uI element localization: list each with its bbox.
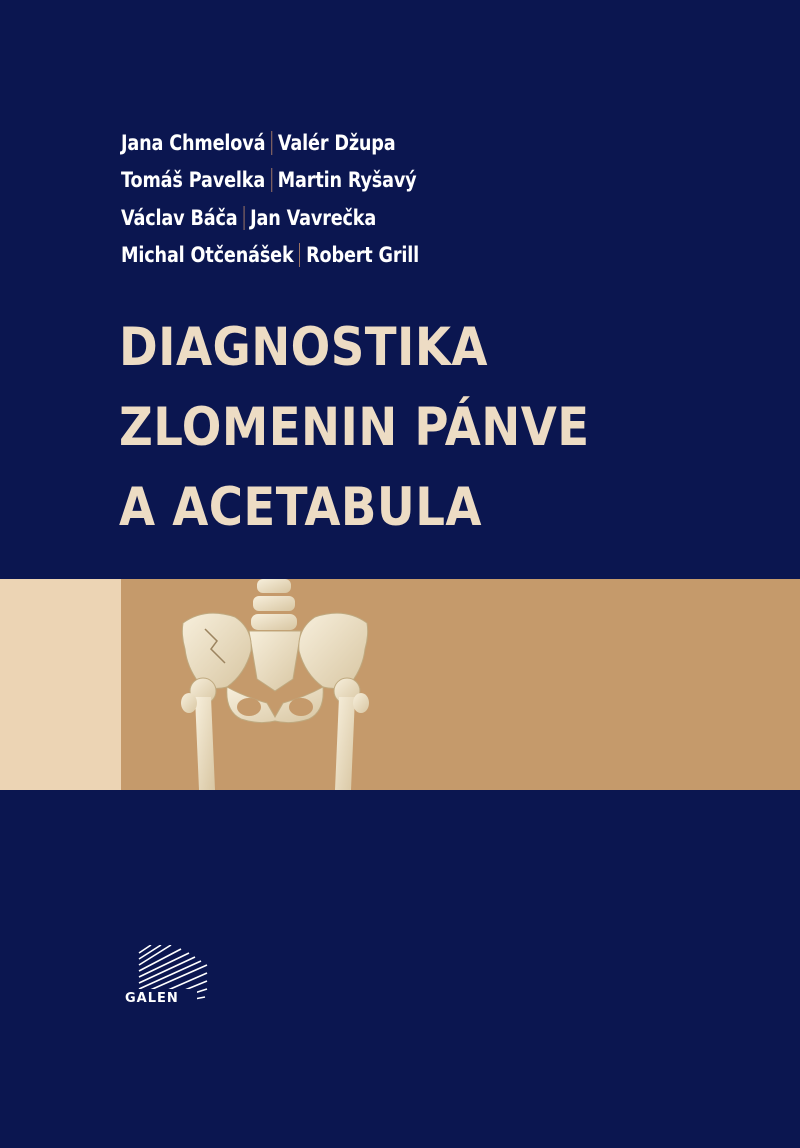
book-title [119, 308, 590, 548]
author-list [121, 124, 476, 274]
author-separator [271, 168, 272, 192]
author-name: Tomáš Pavelka [121, 168, 266, 193]
author-name: Valér Džupa [277, 130, 396, 155]
author-separator [299, 243, 300, 267]
author-separator [271, 131, 272, 155]
title-line-1: DIAGNOSTIKA [119, 317, 488, 378]
pelvis-illustration [175, 579, 375, 790]
title-line-3: A ACETABULA [119, 477, 482, 538]
author-name: Jana Chmelová [121, 130, 266, 155]
author-separator [243, 206, 244, 230]
publisher-logo [121, 945, 216, 1025]
title-line-2: ZLOMENIN PÁNVE [119, 397, 590, 458]
author-name: Jan Vavrečka [250, 205, 377, 230]
author-row [121, 237, 419, 275]
author-row [121, 162, 419, 200]
publisher-name: GALEN [125, 991, 179, 1006]
accent-band-light [0, 579, 121, 790]
author-row [121, 124, 419, 162]
author-name: Václav Báča [121, 205, 238, 230]
author-row [121, 199, 419, 237]
author-name: Robert Grill [306, 243, 420, 268]
author-name: Michal Otčenášek [121, 243, 294, 268]
author-name: Martin Ryšavý [277, 168, 417, 193]
